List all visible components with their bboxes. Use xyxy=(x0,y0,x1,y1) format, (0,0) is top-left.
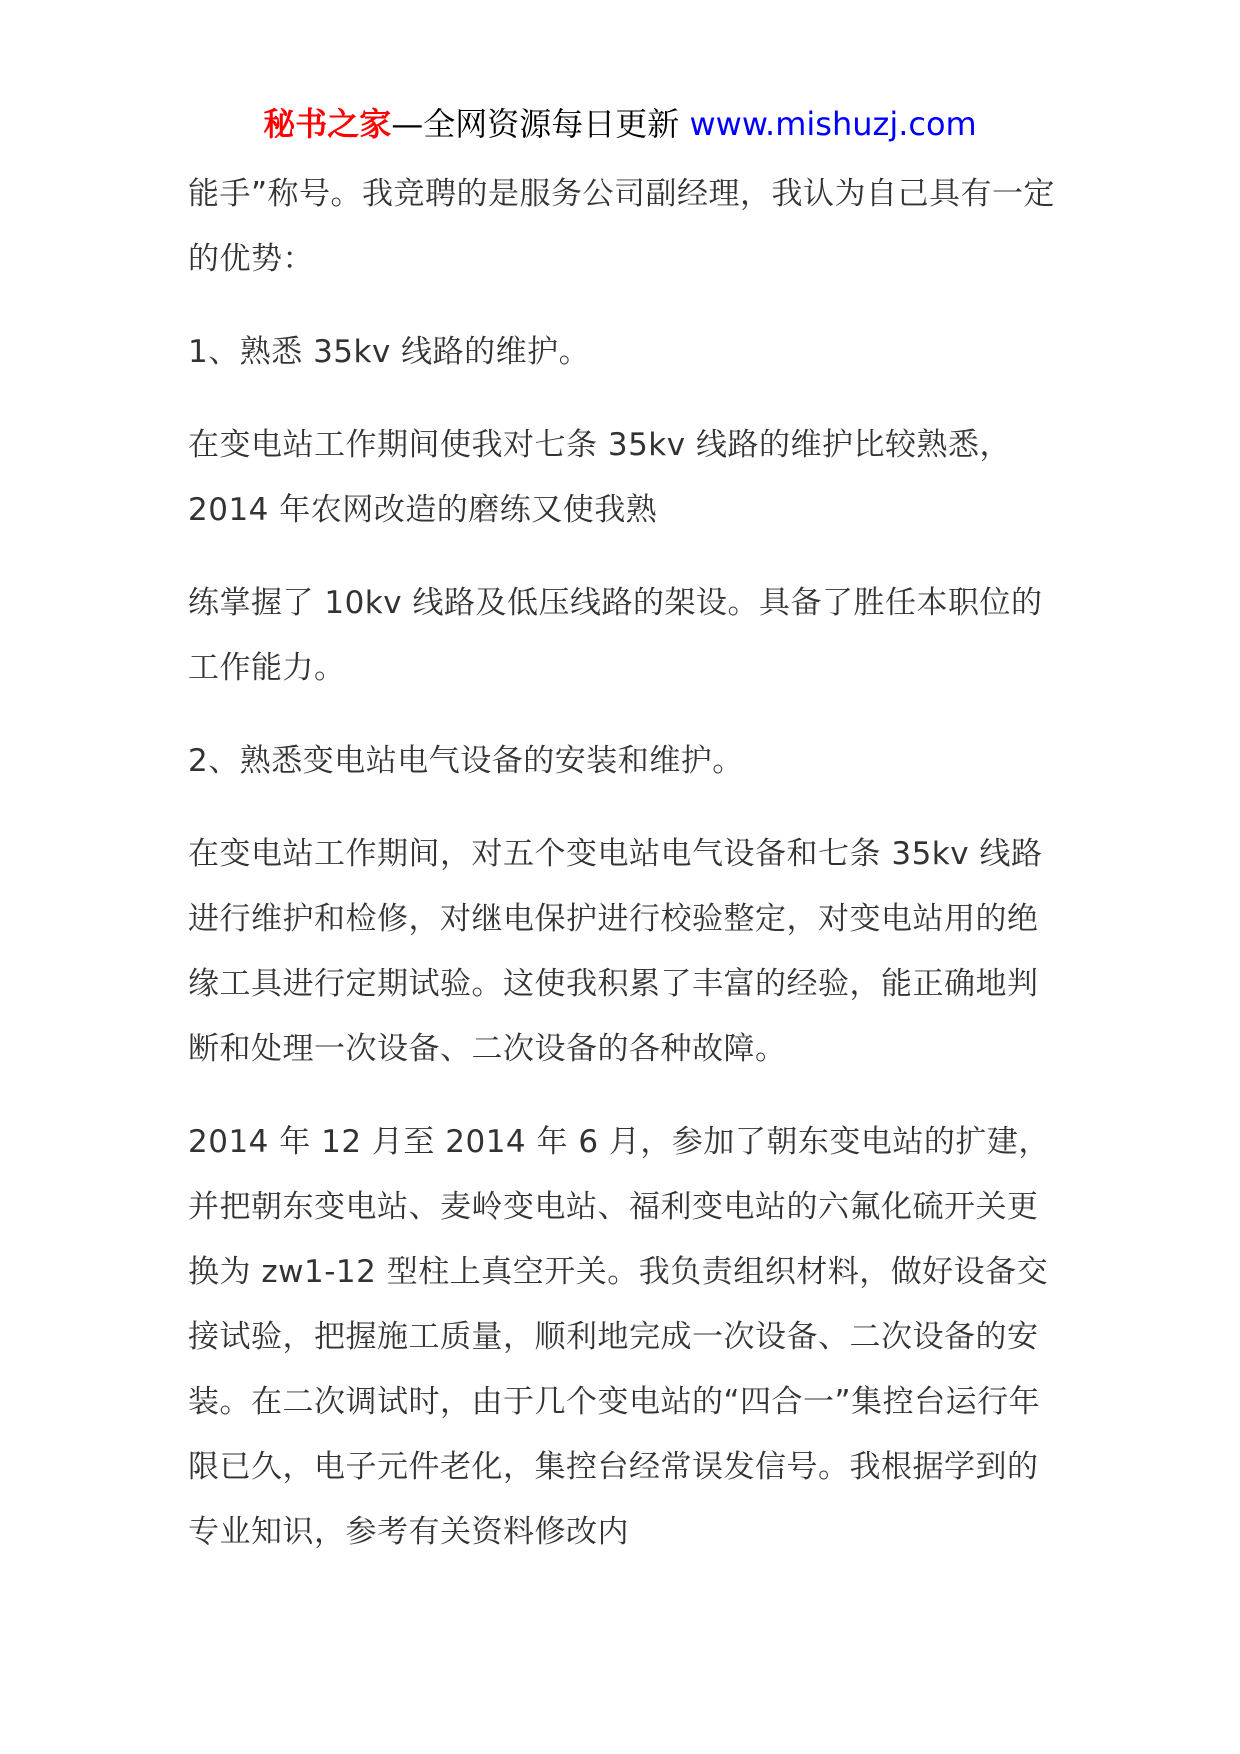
paragraph-line-erection: 练掌握了 10kv 线路及低压线路的架设。具备了胜任本职位的工作能力。 xyxy=(188,585,1043,686)
paragraph-expansion-project: 2014 年 12 月至 2014 年 6 月，参加了朝东变电站的扩建，并把朝东变电站、麦岭变电站、福利变电站的六氟化硫开关更换为 zw1-12 型柱上真空开关。我负责组织材料，做好设备交接试验，把握施工质量，顺利地完成一次设备、二次设备的安装。在二次调试时，由于几个变电站的“四合一”集控台运行年限已久，电子元件老化，集控台经常误发信号。我根据学到的专业知识，参考有关资料修改内 xyxy=(188,1124,1050,1550)
paragraph-intro: 能手”称号。我竞聘的是服务公司副经理，我认为自己具有一定的优势： xyxy=(188,176,1056,277)
paragraph-line-maintenance: 在变电站工作期间使我对七条 35kv 线路的维护比较熟悉，2014 年农网改造的磨练又使我熟 xyxy=(188,427,1011,528)
header-tagline: —全网资源每日更新 xyxy=(391,105,680,143)
paragraph-substation-work: 在变电站工作期间，对五个变电站电气设备和七条 35kv 线路进行维护和检修，对继电保护进行校验整定，对变电站用的绝缘工具进行定期试验。这使我积累了丰富的经验，能正确地判断和处理一次设备、二次设备的各种故障。 xyxy=(188,836,1043,1067)
site-header xyxy=(0,100,1240,148)
document-body xyxy=(188,162,1068,1593)
paragraph-heading-2: 2、熟悉变电站电气设备的安装和维护。 xyxy=(188,743,744,779)
brand-name: 秘书之家 xyxy=(263,105,392,143)
paragraph-heading-1: 1、熟悉 35kv 线路的维护。 xyxy=(188,334,591,370)
site-url-link[interactable]: www.mishuzj.com xyxy=(689,105,977,143)
